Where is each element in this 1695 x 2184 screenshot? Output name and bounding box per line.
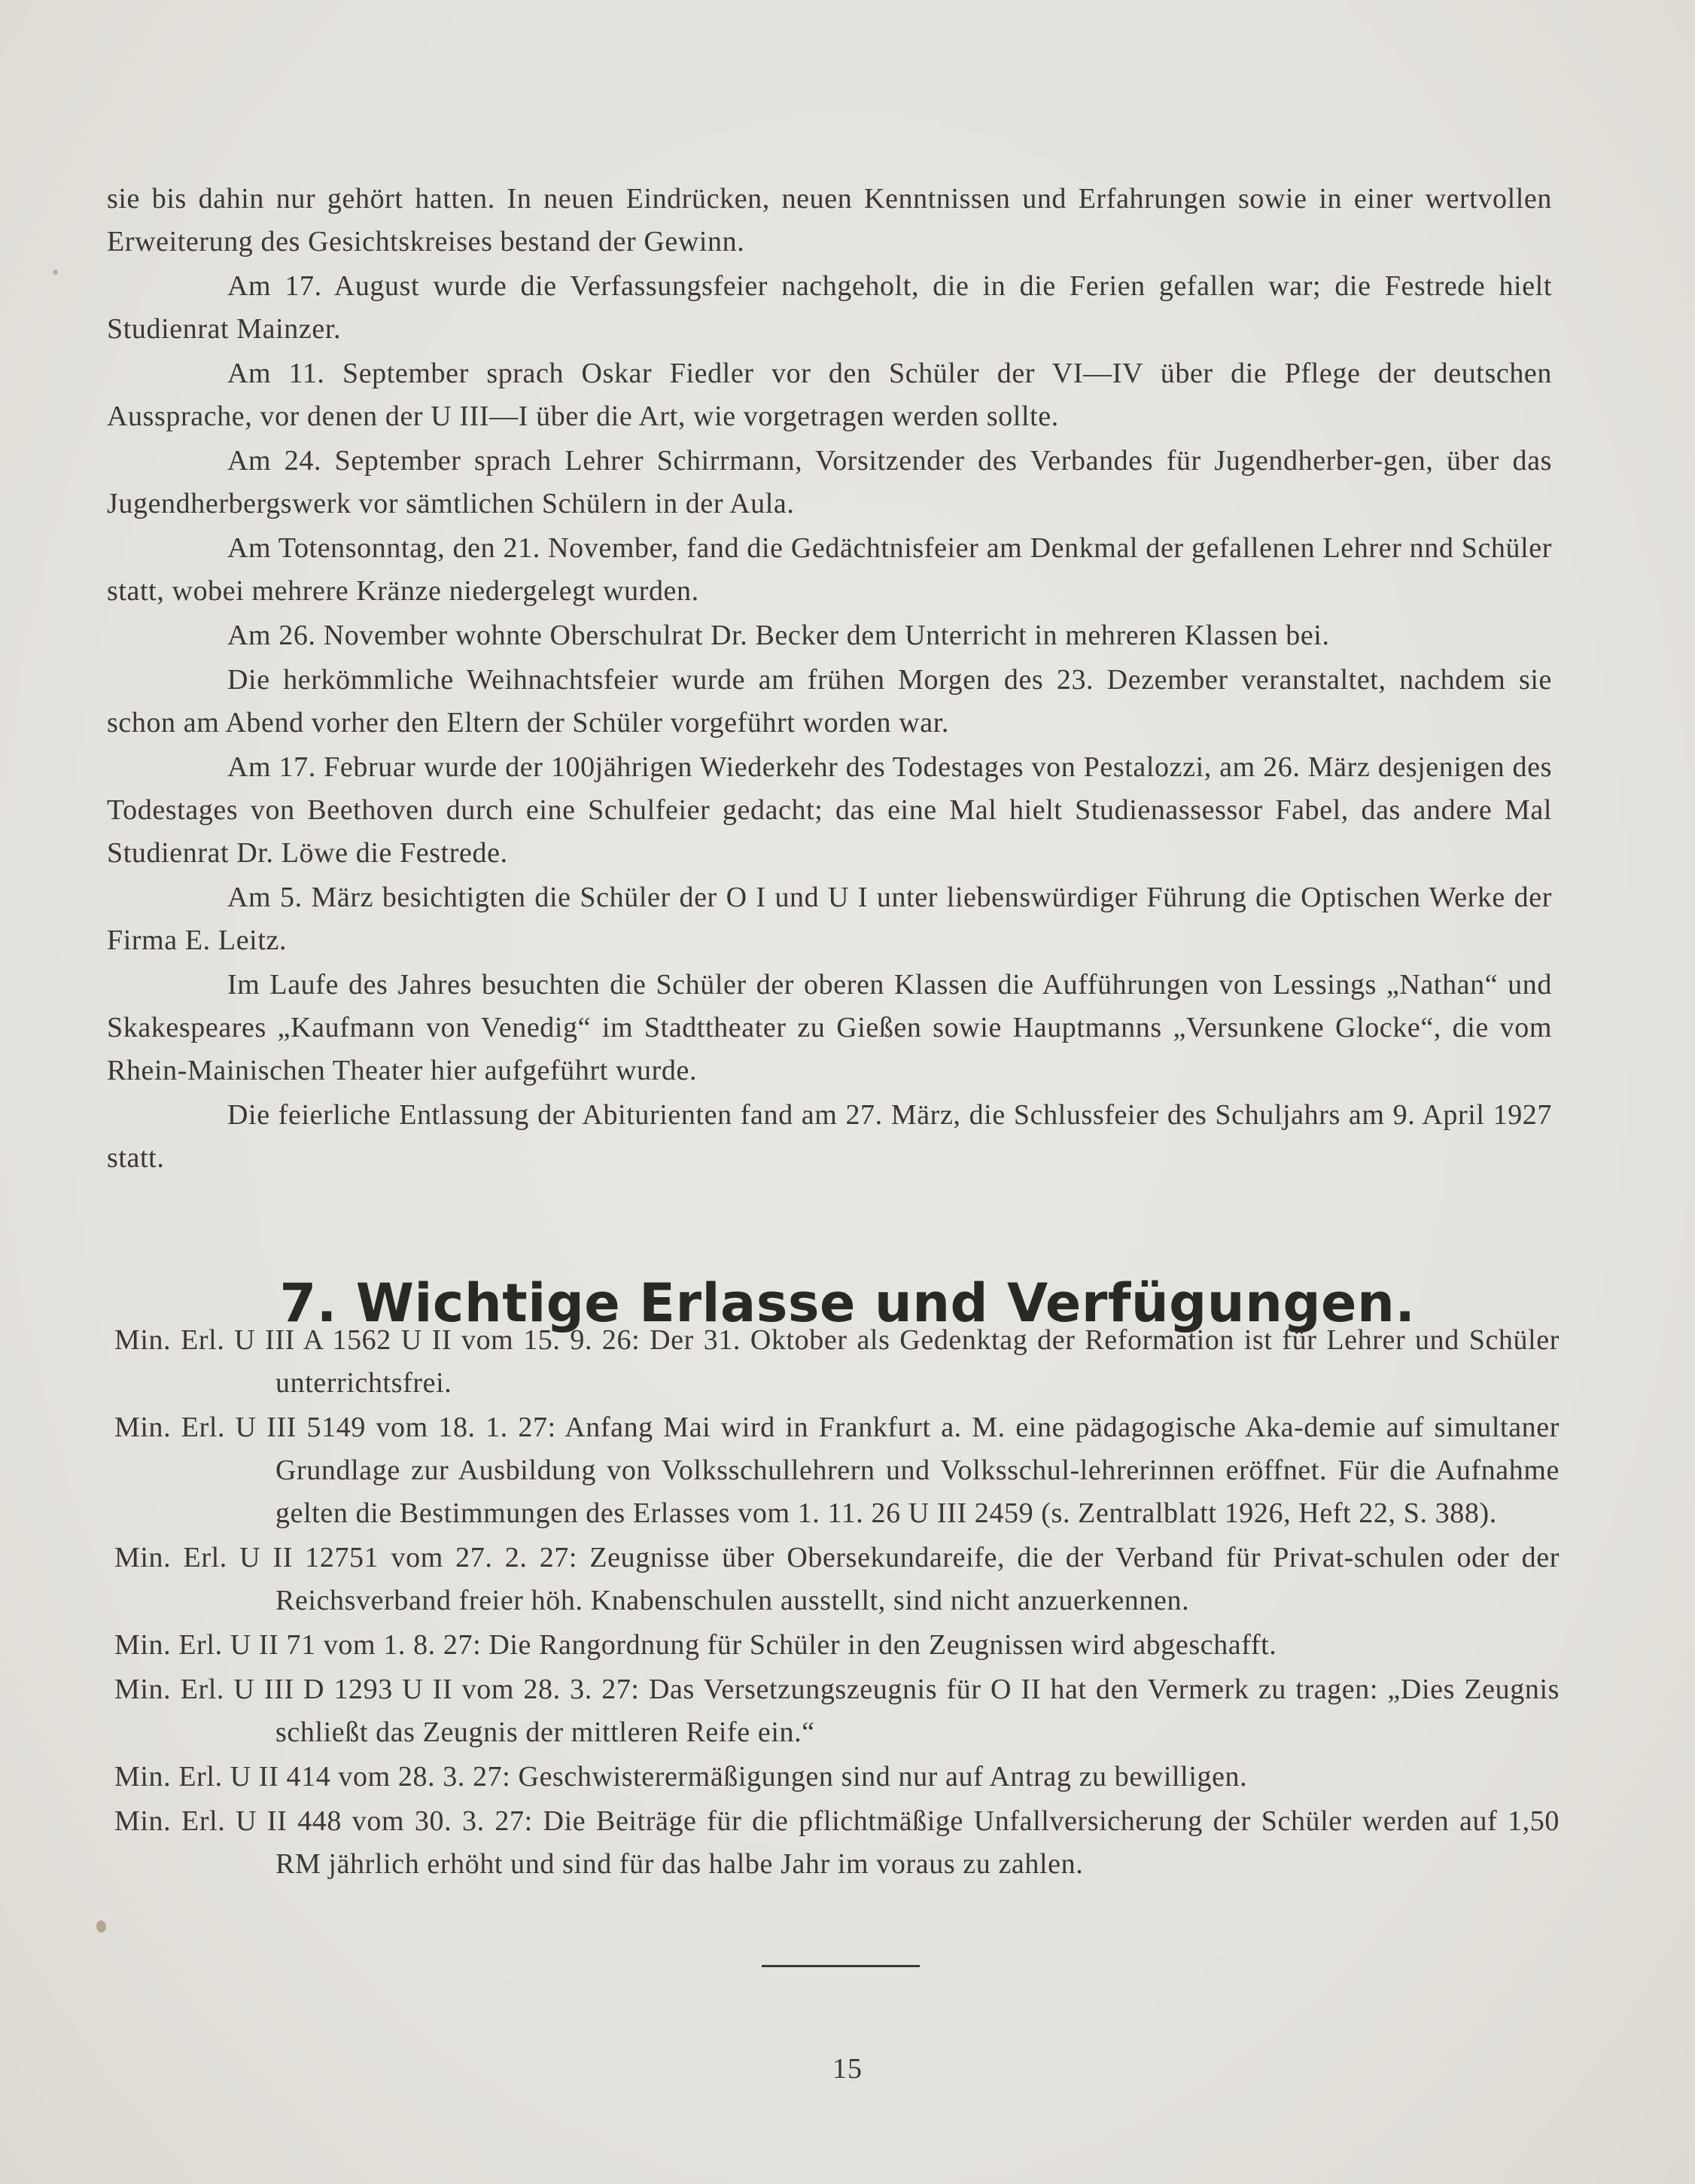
paragraph: Im Laufe des Jahres besuchten die Schüler der oberen Klassen die Aufführungen von Lessings „Nathan“ und Skakespeares „Kaufmann von Venedig“ im Stadttheater zu Gießen sowie Hauptmanns „Versunkene Glocke“, die vom Rhein-Mainischen Theater hier aufgeführt wurde. [107, 969, 1552, 1086]
section-heading: 7. Wichtige Erlasse und Verfügungen. [279, 1272, 1416, 1335]
paragraph: Am 17. August wurde die Verfassungsfeier nachgeholt, die in die Ferien gefallen war; die Festrede hielt Studienrat Mainzer. [107, 270, 1552, 345]
decree-item: Min. Erl. U II 71 vom 1. 8. 27: Die Rangordnung für Schüler in den Zeugnissen wird abgeschafft. [114, 1629, 1277, 1661]
paragraph: Am 26. November wohnte Oberschulrat Dr. Becker dem Unterricht in mehreren Klassen bei. [227, 620, 1330, 651]
paragraph: Am 17. Februar wurde der 100jährigen Wiederkehr des Todestages von Pestalozzi, am 26. März desjenigen des Todestages von Beethoven durch eine Schulfeier gedacht; das eine Mal hielt Studienassessor Fabel, das andere Mal Studienrat Dr. Löwe die Festrede. [107, 751, 1552, 869]
decree-item: Min. Erl. U III 5149 vom 18. 1. 27: Anfang Mai wird in Frankfurt a. M. eine pädagogische Aka-demie auf simultaner Grundlage zur Ausbildung von Volksschullehrern und Volksschul-lehrerinnen eröffnet. Für die Aufnahme gelten die Bestimmungen des Erlasses vom 1. 11. 26 U III 2459 (s. Zentralblatt 1926, Heft 22, S. 388). [114, 1412, 1560, 1529]
section-divider [762, 1965, 920, 1967]
paragraph: Am 5. März besichtigten die Schüler der O I und U I unter liebenswürdiger Führung die Optischen Werke der Firma E. Leitz. [107, 882, 1552, 956]
paragraph: sie bis dahin nur gehört hatten. In neuen Eindrücken, neuen Kenntnissen und Erfahrungen sowie in einer wertvollen Erweiterung des Gesichtskreises bestand der Gewinn. [107, 183, 1552, 257]
paper-speck [53, 270, 58, 275]
body-text [107, 178, 1552, 1181]
paragraph: Die herkömmliche Weihnachtsfeier wurde am frühen Morgen des 23. Dezember veranstaltet, nachdem sie schon am Abend vorher den Eltern der Schüler vorgeführt worden war. [107, 664, 1552, 739]
paper-speck [96, 1921, 106, 1933]
paragraph: Am Totensonntag, den 21. November, fand die Gedächtnisfeier am Denkmal der gefallenen Lehrer nnd Schüler statt, wobei mehrere Kränze niedergelegt wurden. [107, 532, 1552, 607]
decree-item: Min. Erl. U II 414 vom 28. 3. 27: Geschwisterermäßigungen sind nur auf Antrag zu bewilligen. [114, 1761, 1248, 1793]
paragraph: Am 24. September sprach Lehrer Schirrmann, Vorsitzender des Verbandes für Jugendherber-gen, über das Jugendherbergswerk vor sämtlichen Schülern in der Aula. [107, 445, 1552, 519]
decree-item: Min. Erl. U III D 1293 U II vom 28. 3. 27: Das Versetzungszeugnis für O II hat den Vermerk zu tragen: „Dies Zeugnis schließt das Zeugnis der mittleren Reife ein.“ [114, 1674, 1560, 1748]
decree-list [114, 1319, 1560, 1887]
page-number: 15 [832, 2053, 863, 2085]
paragraph: Die feierliche Entlassung der Abiturienten fand am 27. März, die Schlussfeier des Schuljahrs am 9. April 1927 statt. [107, 1099, 1552, 1174]
decree-item: Min. Erl. U II 448 vom 30. 3. 27: Die Beiträge für die pflichtmäßige Unfallversicherung der Schüler werden auf 1,50 RM jährlich erhöht und sind für das halbe Jahr im voraus zu zahlen. [114, 1805, 1560, 1880]
decree-item: Min. Erl. U III A 1562 U II vom 15. 9. 26: Der 31. Oktober als Gedenktag der Reformation ist für Lehrer und Schüler unterrichtsfrei. [114, 1324, 1560, 1399]
paragraph: Am 11. September sprach Oskar Fiedler vor den Schüler der VI—IV über die Pflege der deutschen Aussprache, vor denen der U III—I über die Art, wie vorgetragen werden sollte. [107, 358, 1552, 432]
decree-item: Min. Erl. U II 12751 vom 27. 2. 27: Zeugnisse über Obersekundareife, die der Verband für Privat-schulen oder der Reichsverband freier höh. Knabenschulen ausstellt, sind nicht anzuerkennen. [114, 1542, 1560, 1616]
